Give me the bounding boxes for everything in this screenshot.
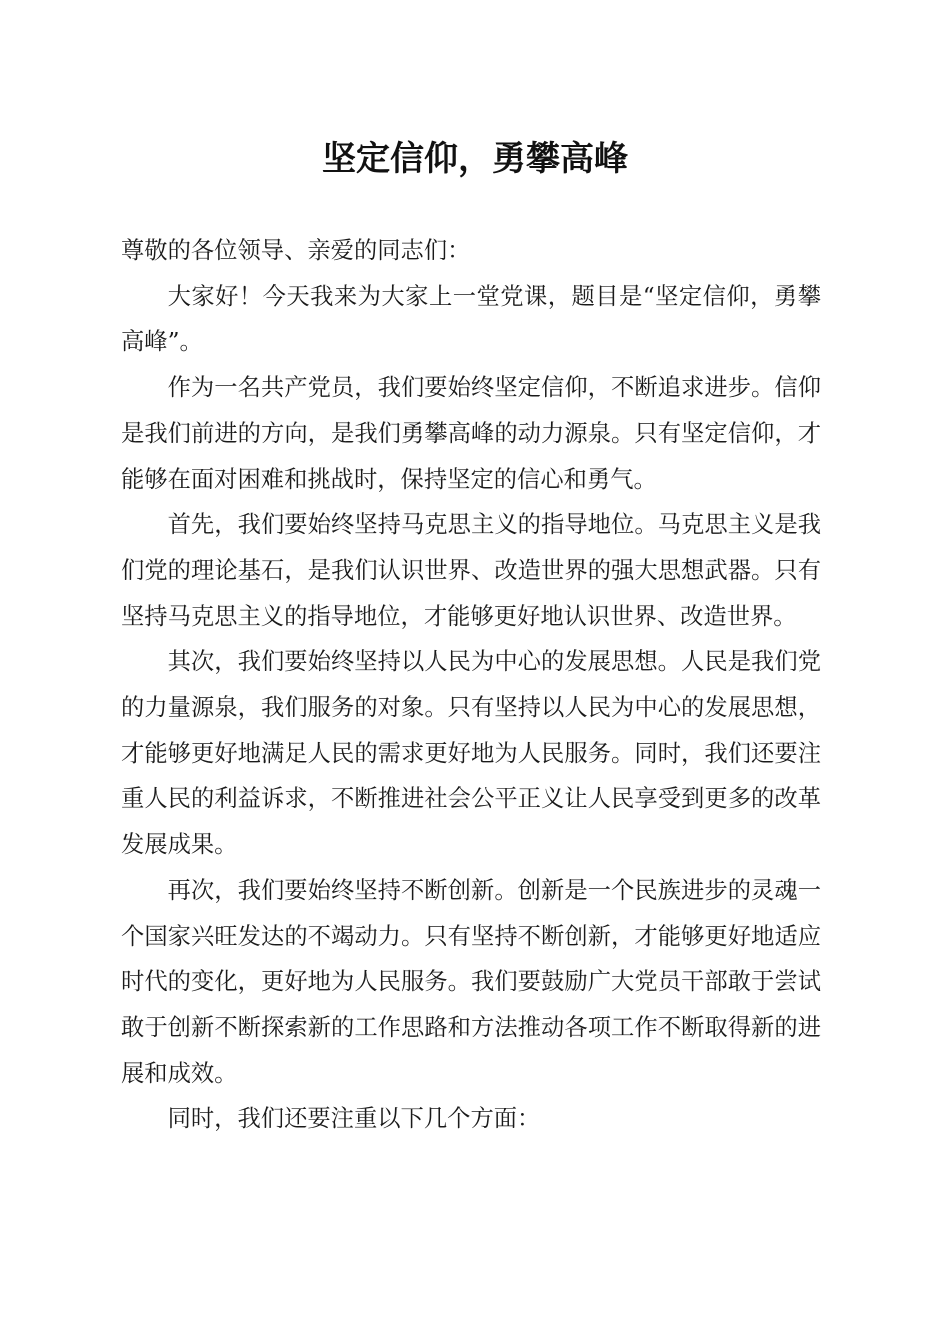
paragraph-third-point: 再次，我们要始终坚持不断创新。创新是一个民族进步的灵魂一个国家兴旺发达的不竭动力。只有坚持不断创新，才能够更好地适应时代的变化，更好地为人民服务。我们要鼓励广大党员干部敢于尝试敢于创新不断探索新的工作思路和方法推动各项工作不断取得新的进展和成效。 (121, 876, 821, 1087)
salutation: 尊敬的各位领导、亲爱的同志们： (121, 237, 471, 264)
paragraph-first-point: 首先，我们要始终坚持马克思主义的指导地位。马克思主义是我们党的理论基石，是我们认识世界、改造世界的强大思想武器。只有坚持马克思主义的指导地位，才能够更好地认识世界、改造世界。 (121, 511, 821, 630)
paragraph-belief: 作为一名共产党员，我们要始终坚定信仰，不断追求进步。信仰是我们前进的方向，是我们勇攀高峰的动力源泉。只有坚定信仰，才能够在面对困难和挑战时，保持坚定的信心和勇气。 (121, 374, 821, 493)
document-title: 坚定信仰，勇攀高峰 (322, 139, 628, 179)
document-body (121, 228, 821, 1142)
paragraph-additional-aspects: 同时，我们还要注重以下几个方面： (167, 1105, 541, 1133)
paragraph-second-point: 其次，我们要始终坚持以人民为中心的发展思想。人民是我们党的力量源泉，我们服务的对象。只有坚持以人民为中心的发展思想，才能够更好地满足人民的需求更好地为人民服务。同时，我们还要注重人民的利益诉求，不断推进社会公平正义让人民享受到更多的改革发展成果。 (121, 648, 821, 859)
paragraph-greeting: 大家好！今天我来为大家上一堂党课，题目是“坚定信仰，勇攀高峰”。 (121, 282, 821, 356)
